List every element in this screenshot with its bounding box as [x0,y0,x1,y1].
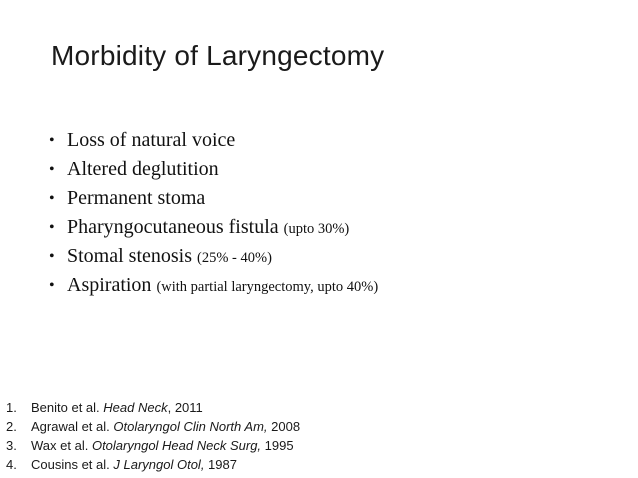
bullet-text: Stomal stenosis [67,245,193,267]
reference-year: 2008 [267,419,301,434]
bullet-item [49,126,378,155]
bullet-dot-icon: • [49,248,55,265]
reference-item [6,417,300,436]
bullet-list [49,126,378,300]
bullet-dot-icon: • [49,132,55,149]
bullet-note: (25% - 40%) [197,250,272,266]
reference-number: 3. [6,438,17,453]
reference-journal: Otolaryngol Clin North Am, [113,419,268,434]
bullet-note: (upto 30%) [283,221,350,237]
slide-title: Morbidity of Laryngectomy [51,40,385,71]
bullet-dot-icon: • [49,277,55,294]
reference-item [6,398,300,417]
reference-journal: Otolaryngol Head Neck Surg, [91,438,262,453]
reference-journal: Head Neck [103,400,168,415]
bullet-text: Loss of natural voice [67,129,236,151]
reference-number: 1. [6,400,17,415]
bullet-item [49,155,378,184]
reference-authors: Cousins et al. [31,457,110,472]
reference-journal: J Laryngol Otol, [113,457,205,472]
reference-authors: Agrawal et al. [31,419,110,434]
reference-item [6,436,300,455]
reference-number: 2. [6,419,17,434]
bullet-dot-icon: • [49,190,55,207]
bullet-dot-icon: • [49,219,55,236]
reference-list [6,398,300,474]
bullet-item [49,213,378,242]
bullet-item [49,242,378,271]
bullet-note: (with partial laryngectomy, upto 40%) [156,279,379,295]
bullet-dot-icon: • [49,161,55,178]
bullet-text: Permanent stoma [67,187,206,209]
reference-year: 1987 [204,457,237,472]
bullet-item [49,271,378,300]
bullet-item [49,184,378,213]
reference-authors: Wax et al. [31,438,89,453]
reference-year: , 2011 [167,400,203,415]
bullet-text: Aspiration [67,274,152,296]
reference-authors: Benito et al. [31,400,100,415]
reference-year: 1995 [261,438,294,453]
bullet-text: Altered deglutition [67,158,219,180]
bullet-text: Pharyngocutaneous fistula [67,216,279,238]
reference-item [6,455,300,474]
reference-number: 4. [6,457,17,472]
